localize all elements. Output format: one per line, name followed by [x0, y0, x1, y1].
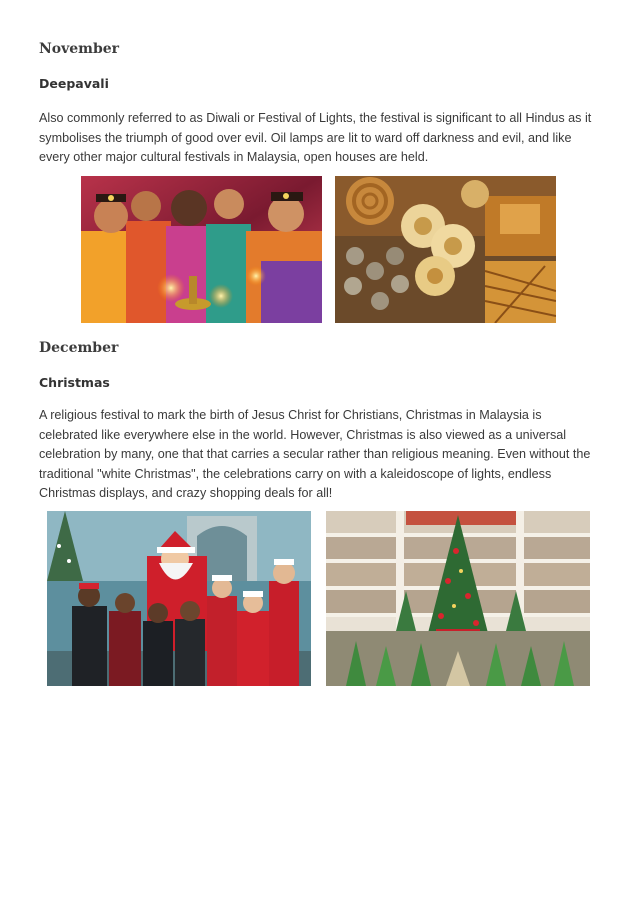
month-heading-december: December — [39, 340, 119, 356]
festival-heading-deepavali: Deepavali — [39, 76, 109, 91]
christmas-description: A religious festival to mark the birth of Jesus Christ for Christians, Christmas in Malaysia is celebrated like everywhere else in the world. However, Christmas is also viewed as a universal celebration by many, one that that carries a secular rather than religious meaning. Even without the traditional "white Christmas", the celebrations carry on with a kaleidoscope of lights, endless Christmas displays, and crazy shopping deals for all! — [39, 408, 591, 500]
christmas-santa-children-photo — [47, 511, 311, 686]
deepavali-dancers-photo — [81, 176, 322, 323]
deepavali-description: Also commonly referred to as Diwali or Festival of Lights, the festival is significant to all Hindus as it symbolises the triumph of good over evil. Oil lamps are lit to ward off darkness and evil, and like every other major cultural festivals in Malaysia, open houses are held. — [39, 111, 592, 164]
deepavali-cookies-photo — [335, 176, 556, 323]
month-heading-november: November — [39, 41, 120, 57]
christmas-mall-tree-photo — [326, 511, 590, 686]
festival-heading-christmas: Christmas — [39, 375, 110, 390]
